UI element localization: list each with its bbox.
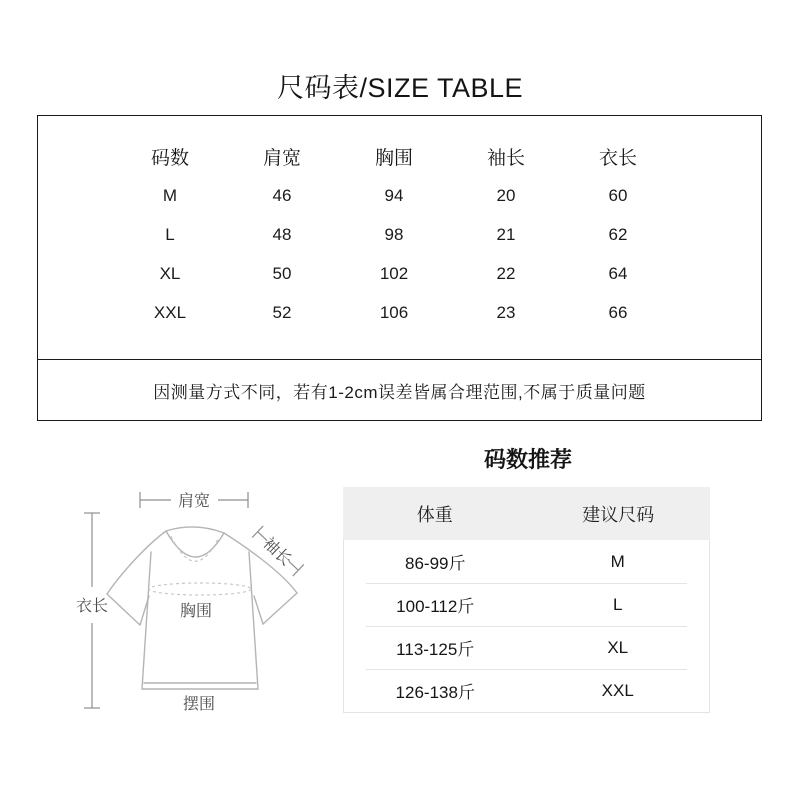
size-cell: XL — [159, 263, 181, 283]
chest-label: 胸围 — [179, 603, 213, 620]
size-table-row — [114, 176, 761, 215]
size-cell: XXL — [153, 302, 187, 322]
size-cell: 20 — [496, 185, 516, 205]
size-cell: 64 — [608, 263, 628, 283]
size-cell: XXL — [601, 680, 634, 700]
size-cell: M — [162, 185, 178, 205]
size-cell: 21 — [496, 224, 516, 244]
size-table-header-cell: 肩宽 — [262, 147, 301, 169]
sleeve-length-label: 袖长 — [259, 534, 295, 570]
page-title: 尺码表/SIZE TABLE — [276, 73, 524, 103]
size-cell: 98 — [384, 224, 404, 244]
size-table-row — [114, 215, 761, 254]
size-cell: L — [613, 594, 623, 614]
garment-length-label: 衣长 — [75, 598, 109, 615]
size-cell: 52 — [272, 302, 292, 322]
size-cell: XL — [607, 637, 629, 657]
spacer — [38, 332, 761, 359]
recommendation-row — [344, 669, 709, 712]
size-cell: M — [610, 551, 625, 571]
weight-cell: 113-125斤 — [396, 640, 475, 659]
recommendation-row — [344, 626, 709, 669]
size-cell: 23 — [496, 302, 516, 322]
size-cell: 94 — [384, 185, 404, 205]
size-table-header-cell: 胸围 — [374, 147, 413, 169]
size-cell: 60 — [608, 185, 628, 205]
size-cell: 22 — [496, 263, 516, 283]
size-table-header-cell: 袖长 — [486, 147, 525, 169]
size-cell: 66 — [608, 302, 628, 322]
size-table-row — [114, 293, 761, 332]
weight-cell: 126-138斤 — [395, 683, 475, 702]
size-cell: 106 — [379, 302, 409, 322]
size-cell: 48 — [272, 224, 292, 244]
chest-line-icon — [149, 583, 251, 595]
size-cell: L — [165, 224, 175, 244]
recommendation-header-cell: 体重 — [416, 504, 453, 525]
measurement-note: 因测量方式不同，若有1-2cm误差皆属合理范围,不属于质量问题 — [38, 359, 761, 420]
size-table-header-cell: 码数 — [150, 147, 189, 169]
recommendation-table — [343, 487, 710, 713]
recommendation-row — [344, 583, 709, 626]
recommendation-row — [344, 540, 709, 583]
size-cell: 62 — [608, 224, 628, 244]
size-table-header-cell: 衣长 — [598, 147, 637, 169]
size-table — [37, 115, 762, 421]
tshirt-measurement-diagram — [55, 465, 385, 765]
size-table-row — [114, 254, 761, 293]
sleeve-length-measure-icon — [251, 526, 304, 578]
size-cell: 102 — [379, 263, 409, 283]
hem-label: 摆围 — [182, 696, 216, 713]
shoulder-width-label: 肩宽 — [177, 493, 211, 510]
size-cell: 46 — [272, 185, 292, 205]
recommendation-header-cell: 建议尺码 — [582, 504, 655, 525]
weight-cell: 100-112斤 — [396, 597, 475, 616]
size-cell: 50 — [272, 263, 292, 283]
weight-cell: 86-99斤 — [405, 554, 466, 573]
size-table-header-row — [114, 136, 761, 176]
recommendation-heading: 码数推荐 — [483, 447, 572, 472]
recommendation-body — [343, 540, 710, 713]
recommendation-header-row — [343, 487, 710, 540]
tshirt-diagram-icon — [55, 465, 385, 765]
